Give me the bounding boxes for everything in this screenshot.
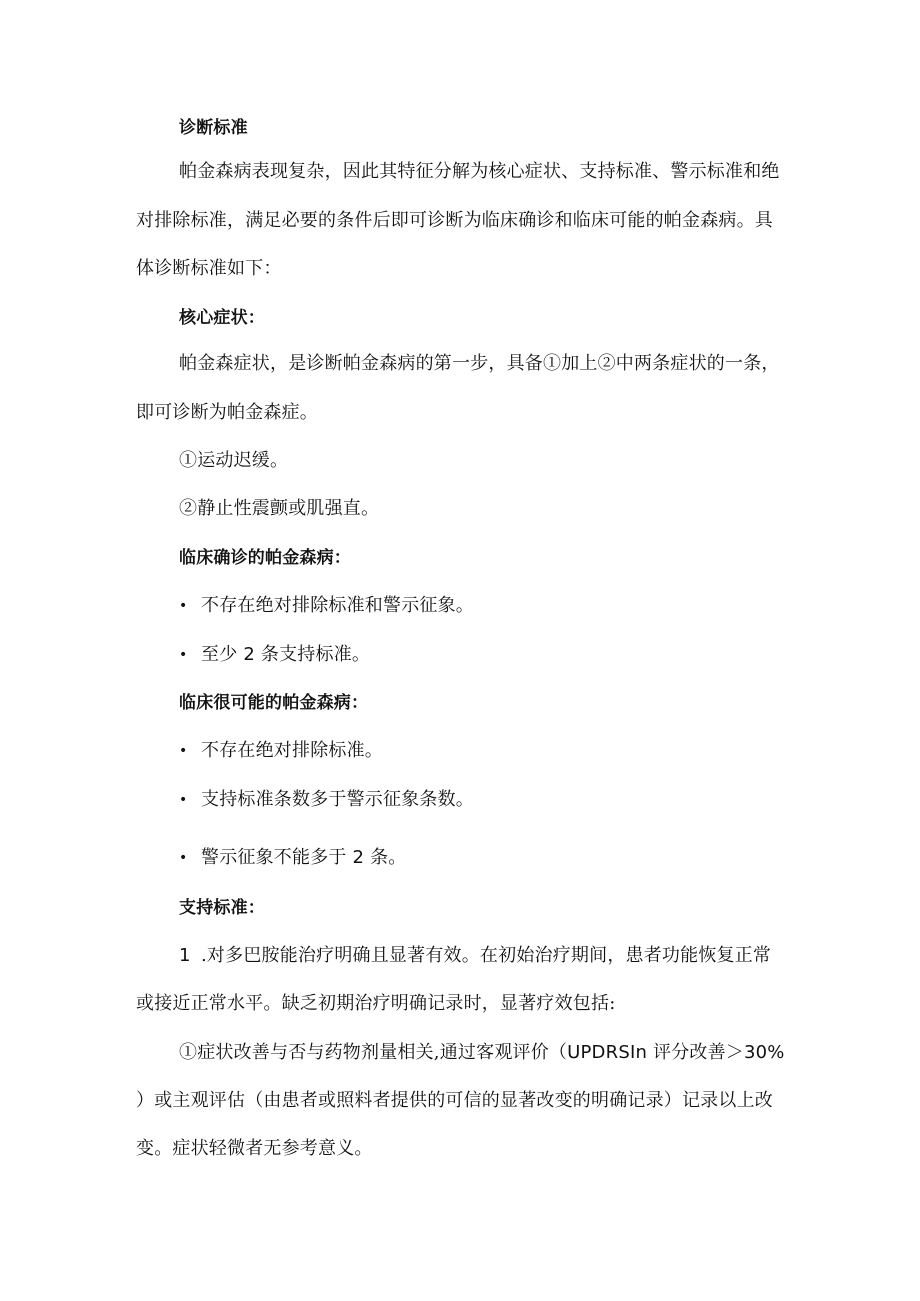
- core-item-2: ②静止性震颤或肌强直。: [179, 498, 380, 519]
- support-sub-1-line-1: [179, 1040, 785, 1066]
- bullet-icon: •: [179, 598, 188, 614]
- heading-clinically-probable: 临床很可能的帕金森病：: [179, 693, 369, 713]
- support-item-1-line-1: [179, 943, 771, 969]
- support-item-1-number: 1: [179, 945, 191, 966]
- confirmed-bullet-2-pre: 至少: [201, 644, 238, 665]
- heading-core-symptoms: 核心症状：: [179, 308, 265, 328]
- heading-diagnosis-criteria: 诊断标准: [179, 118, 248, 138]
- bullet-icon: •: [179, 792, 188, 808]
- probable-bullet-3-number: 2: [352, 847, 365, 868]
- confirmed-bullet-1: 不存在绝对排除标准和警示征象。: [201, 595, 474, 616]
- support-sub-1-percent: 30%: [744, 1042, 785, 1063]
- intro-line-3: 体诊断标准如下：: [136, 258, 282, 279]
- support-item-1-text: .对多巴胺能治疗明确且显著有效。在初始治疗期间，患者功能恢复正常: [201, 945, 772, 966]
- support-sub-1-pre: ①症状改善与否与药物剂量相关,通过客观评价（: [179, 1042, 568, 1063]
- support-sub-1-mid: 评分改善＞: [653, 1042, 744, 1063]
- bullet-icon: •: [179, 850, 188, 866]
- intro-line-1: 帕金森病表现复杂，因此其特征分解为核心症状、支持标准、警示标准和绝: [179, 161, 780, 182]
- probable-bullet-3-pre: 警示征象不能多于: [201, 847, 347, 868]
- heading-supportive-criteria: 支持标准：: [179, 898, 265, 918]
- probable-bullet-3: [201, 845, 407, 871]
- probable-bullet-2: 支持标准条数多于警示征象条数。: [201, 789, 474, 810]
- support-sub-1-code: UPDRSIn: [567, 1042, 648, 1063]
- probable-bullet-1: 不存在绝对排除标准。: [201, 740, 383, 761]
- core-line-2: 即可诊断为帕金森症。: [136, 402, 318, 423]
- bullet-icon: •: [179, 743, 188, 759]
- heading-clinically-confirmed: 临床确诊的帕金森病：: [179, 548, 351, 568]
- bullet-icon: •: [179, 647, 188, 663]
- core-item-1: ①运动迟缓。: [179, 450, 289, 471]
- support-sub-1-line-2: ）或主观评估（由患者或照料者提供的可信的显著改变的明确记录）记录以上改: [136, 1090, 773, 1111]
- confirmed-bullet-2-post: 条支持标准。: [260, 644, 371, 665]
- intro-line-2: 对排除标准，满足必要的条件后即可诊断为临床确诊和临床可能的帕金森病。具: [136, 210, 773, 231]
- core-line-1: 帕金森症状，是诊断帕金森病的第一步，具备①加上②中两条症状的一条，: [179, 353, 780, 374]
- probable-bullet-3-post: 条。: [370, 847, 407, 868]
- confirmed-bullet-2: [201, 642, 370, 668]
- support-sub-1-line-3: 变。症状轻微者无参考意义。: [136, 1138, 373, 1159]
- support-item-1-line-2: 或接近正常水平。缺乏初期治疗明确记录时，显著疗效包括:: [136, 993, 616, 1014]
- confirmed-bullet-2-number: 2: [243, 644, 255, 665]
